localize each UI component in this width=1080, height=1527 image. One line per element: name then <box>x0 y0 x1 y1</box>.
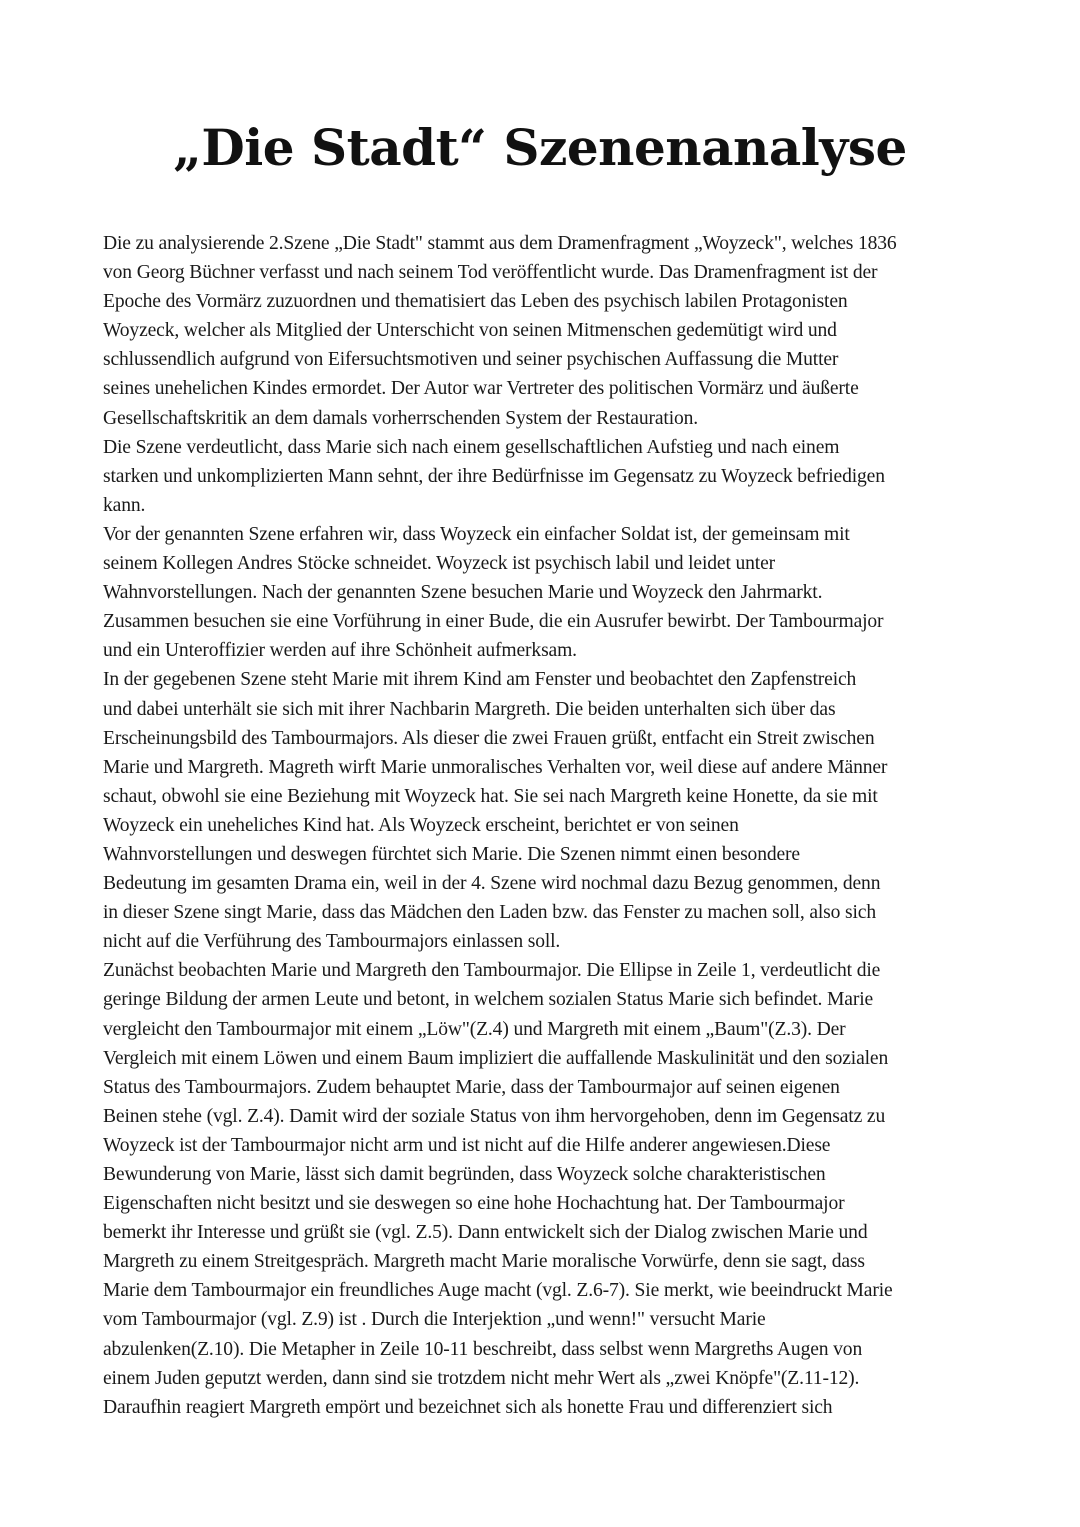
text-line: Marie dem Tambourmajor ein freundliches Auge macht (vgl. Z.6-7). Sie merkt, wie beeindruckt Marie <box>103 1280 893 1302</box>
text-line: geringe Bildung der armen Leute und betont, in welchem sozialen Status Marie sich befindet. Marie <box>103 989 874 1011</box>
text-line: kann. <box>103 494 146 516</box>
text-line: abzulenken(Z.10). Die Metapher in Zeile 10-11 beschreibt, dass selbst wenn Margreths Augen von <box>103 1338 863 1360</box>
text-line: vom Tambourmajor (vgl. Z.9) ist . Durch die Interjektion „und wenn!" versucht Marie <box>103 1309 766 1331</box>
text-line: Woyzeck, welcher als Mitglied der Unterschicht von seinen Mitmenschen gedemütigt wird und <box>103 320 837 342</box>
text-line: Eigenschaften nicht besitzt und sie deswegen so eine hohe Hochachtung hat. Der Tambourmajor <box>103 1193 845 1215</box>
text-line: Zunächst beobachten Marie und Margreth den Tambourmajor. Die Ellipse in Zeile 1, verdeutlicht die <box>103 960 881 982</box>
text-line: Woyzeck ist der Tambourmajor nicht arm und ist nicht auf die Hilfe anderer angewiesen.Diese <box>103 1134 831 1156</box>
text-line: Bedeutung im gesamten Drama ein, weil in der 4. Szene wird nochmal dazu Bezug genommen, denn <box>103 873 881 895</box>
text-line: starken und unkomplizierten Mann sehnt, der ihre Bedürfnisse im Gegensatz zu Woyzeck befriedigen <box>103 465 885 487</box>
text-line: Erscheinungsbild des Tambourmajors. Als dieser die zwei Frauen grüßt, entfacht ein Streit zwischen <box>103 727 875 749</box>
text-line: Wahnvorstellungen und deswegen fürchtet sich Marie. Die Szenen nimmt einen besondere <box>103 843 800 865</box>
text-line: in dieser Szene singt Marie, dass das Mädchen den Laden bzw. das Fenster zu machen soll, also sich <box>103 902 877 924</box>
text-line: einem Juden geputzt werden, dann sind sie trotzdem nicht mehr Wert als „zwei Knöpfe"(Z.11-12). <box>103 1367 860 1389</box>
text-line: Bewunderung von Marie, lässt sich damit begründen, dass Woyzeck solche charakteristischen <box>103 1164 826 1185</box>
text-line: und ein Unteroffizier werden auf ihre Schönheit aufmerksam. <box>103 640 577 662</box>
text-line: Margreth zu einem Streitgespräch. Margreth macht Marie moralische Vorwürfe, denn sie sagt, dass <box>103 1251 865 1273</box>
text-line: Die zu analysierende 2.Szene „Die Stadt" stammt aus dem Dramenfragment „Woyzeck", welches 1836 <box>103 233 897 254</box>
body-text <box>103 229 978 1422</box>
text-line: Vor der genannten Szene erfahren wir, dass Woyzeck ein einfacher Soldat ist, der gemeinsam mit <box>103 523 850 545</box>
text-line: nicht auf die Verführung des Tambourmajors einlassen soll. <box>103 931 561 953</box>
text-line: Woyzeck ein uneheliches Kind hat. Als Woyzeck erscheint, berichtet er von seinen <box>103 814 739 836</box>
text-line: Wahnvorstellungen. Nach der genannten Szene besuchen Marie und Woyzeck den Jahrmarkt. <box>103 582 823 604</box>
text-line: schaut, obwohl sie eine Beziehung mit Woyzeck hat. Sie sei nach Margreth keine Honette, da sie mit <box>103 785 878 807</box>
text-line: seinem Kollegen Andres Stöcke schneidet. Woyzeck ist psychisch labil und leidet unter <box>103 553 776 575</box>
text-line: seines unehelichen Kindes ermordet. Der Autor war Vertreter des politischen Vormärz und äußerte <box>103 378 859 400</box>
text-line: Gesellschaftskritik an dem damals vorherrschenden System der Restauration. <box>103 407 699 429</box>
text-line: In der gegebenen Szene steht Marie mit ihrem Kind am Fenster und beobachtet den Zapfenstreich <box>103 669 857 691</box>
text-line: bemerkt ihr Interesse und grüßt sie (vgl. Z.5). Dann entwickelt sich der Dialog zwischen Marie und <box>103 1222 868 1244</box>
text-line: Die Szene verdeutlicht, dass Marie sich nach einem gesellschaftlichen Aufstieg und nach einem <box>103 436 840 458</box>
text-line: Beinen stehe (vgl. Z.4). Damit wird der soziale Status von ihm hervorgehoben, denn im Gegensatz zu <box>103 1105 886 1127</box>
text-line: Marie und Margreth. Magreth wirft Marie unmoralisches Verhalten vor, weil diese auf andere Männer <box>103 756 888 778</box>
page-title: „Die Stadt“ Szenenanalyse <box>173 118 907 177</box>
text-line: vergleicht den Tambourmajor mit einem „Löw"(Z.4) und Margreth mit einem „Baum"(Z.3). Der <box>103 1018 846 1040</box>
text-line: Epoche des Vormärz zuzuordnen und thematisiert das Leben des psychisch labilen Protagonisten <box>103 291 848 313</box>
text-line: von Georg Büchner verfasst und nach seinem Tod veröffentlicht wurde. Das Dramenfragment ist der <box>103 262 878 284</box>
text-line: und dabei unterhält sie sich mit ihrer Nachbarin Margreth. Die beiden unterhalten sich über das <box>103 698 836 720</box>
text-line: Status des Tambourmajors. Zudem behauptet Marie, dass der Tambourmajor auf seinen eigenen <box>103 1076 840 1098</box>
text-line: Zusammen besuchen sie eine Vorführung in einer Bude, die ein Ausrufer bewirbt. Der Tambourmajor <box>103 611 884 633</box>
text-line: Vergleich mit einem Löwen und einem Baum impliziert die auffallende Maskulinität und den sozialen <box>103 1047 889 1069</box>
text-line: schlussendlich aufgrund von Eifersuchtsmotiven und seiner psychischen Auffassung die Mutter <box>103 349 839 371</box>
text-line: Daraufhin reagiert Margreth empört und bezeichnet sich als honette Frau und differenziert sich <box>103 1396 833 1418</box>
